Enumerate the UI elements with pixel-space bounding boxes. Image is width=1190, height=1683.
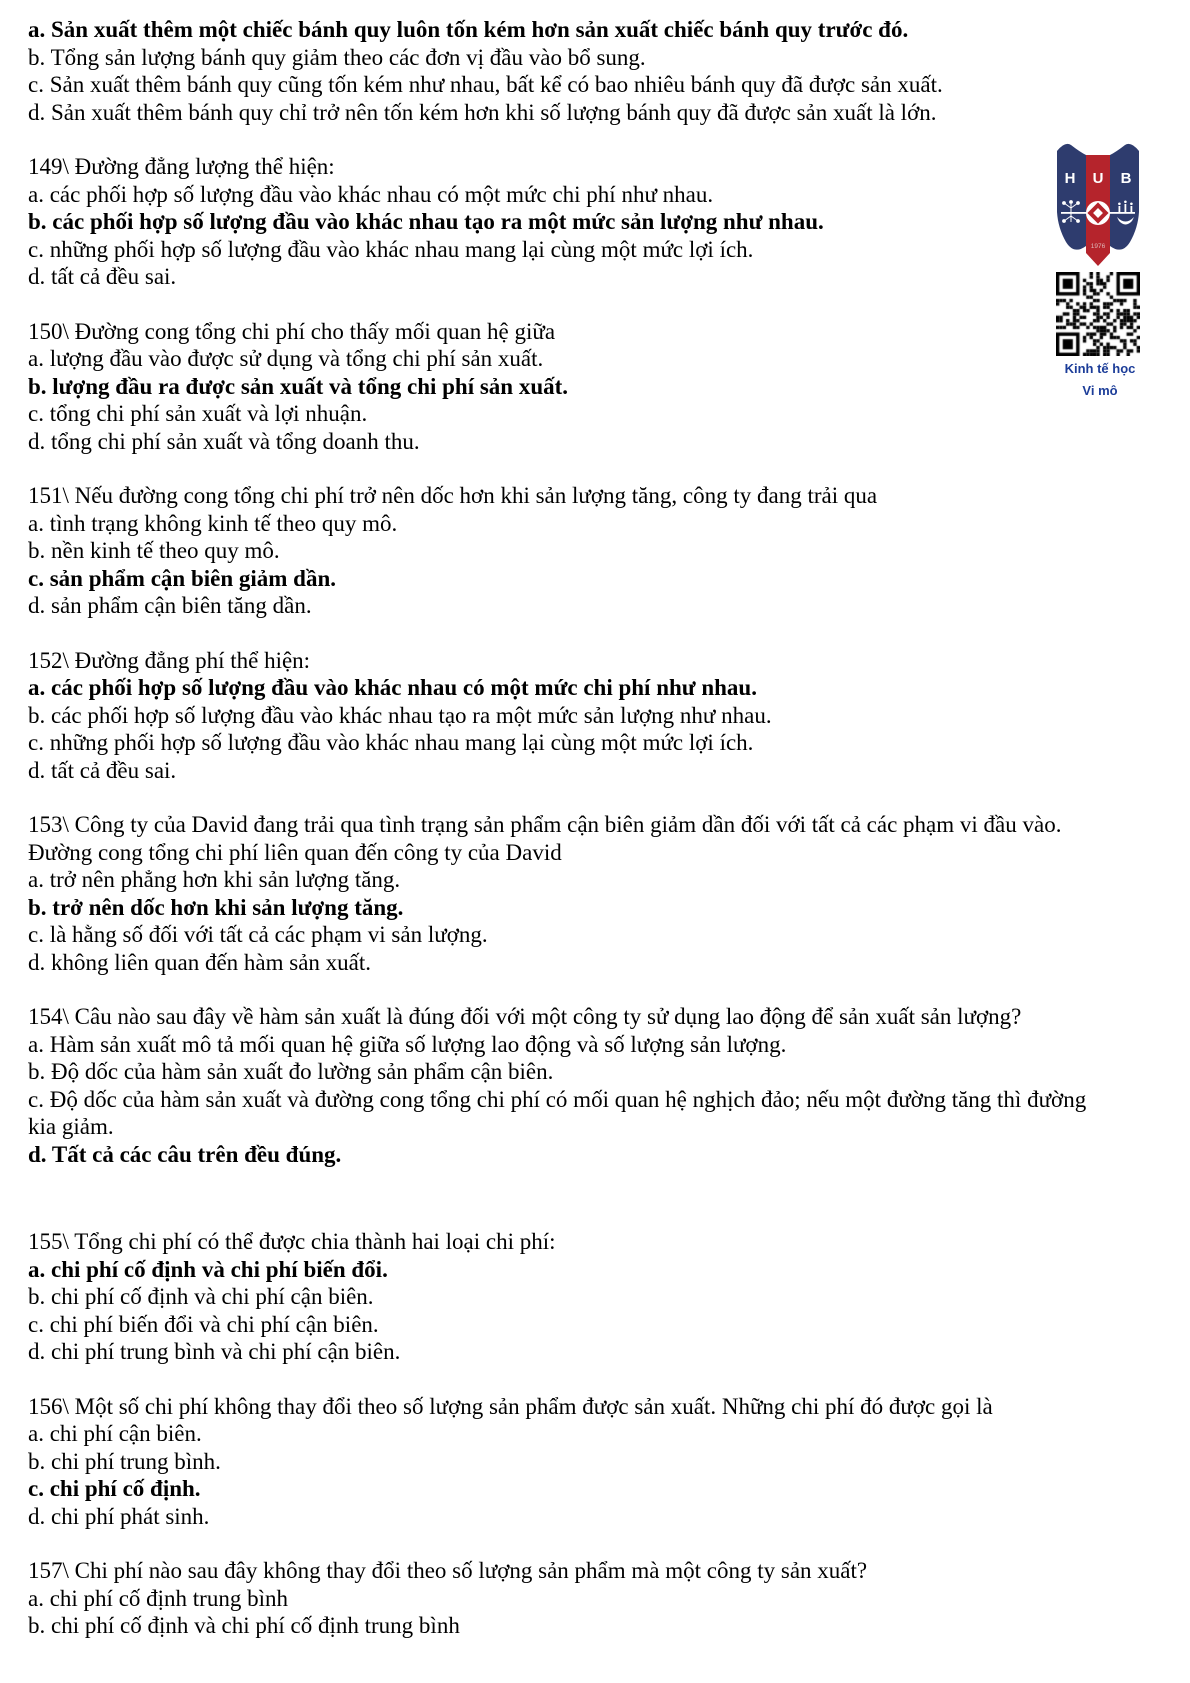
text-line: b. Tổng sản lượng bánh quy giảm theo các đơn vị đầu vào bổ sung.: [28, 44, 646, 70]
text-line: a. Sản xuất thêm một chiếc bánh quy luôn tốn kém hơn sản xuất chiếc bánh quy trước đó.: [28, 17, 909, 42]
shield-logo-icon: [1055, 142, 1141, 268]
text-line: a. chi phí cận biên.: [28, 1421, 202, 1446]
logo-year: 1976: [1090, 243, 1106, 250]
text-line: kia giảm.: [28, 1114, 114, 1139]
text-line: a. lượng đầu vào được sử dụng và tổng chi phí sản xuất.: [28, 346, 544, 371]
text-line: d. sản phẩm cận biên tăng dần.: [28, 593, 312, 618]
text-line: 154\ Câu nào sau đây về hàm sản xuất là đúng đối với một công ty sử dụng lao động để sản xuất sản lượng?: [28, 1004, 1022, 1029]
text-line: 155\ Tổng chi phí có thể được chia thành hai loại chi phí:: [28, 1229, 556, 1254]
text-line: 149\ Đường đẳng lượng thể hiện:: [28, 154, 335, 179]
text-line: d. không liên quan đến hàm sản xuất.: [28, 949, 372, 975]
text-line: a. trở nên phẳng hơn khi sản lượng tăng.: [28, 867, 401, 892]
text-line: 157\ Chi phí nào sau đây không thay đổi theo số lượng sản phẩm mà một công ty sản xuất?: [28, 1558, 868, 1583]
text-line: b. chi phí cố định và chi phí cố định trung bình: [28, 1613, 460, 1638]
text-line: a. các phối hợp số lượng đầu vào khác nhau có một mức chi phí như nhau.: [28, 675, 757, 700]
text-line: c. những phối hợp số lượng đầu vào khác nhau mang lại cùng một mức lợi ích.: [28, 236, 754, 262]
text-line: 152\ Đường đẳng phí thể hiện:: [28, 647, 311, 673]
sidebar-branding: [1040, 140, 1160, 410]
qr-caption: [1040, 358, 1160, 402]
question-149: [28, 153, 1180, 291]
text-line: b. chi phí cố định và chi phí cận biên.: [28, 1284, 374, 1309]
question-157: [28, 1557, 1180, 1640]
text-line: c. chi phí biến đổi và chi phí cận biên.: [28, 1311, 379, 1337]
text-line: 150\ Đường cong tổng chi phí cho thấy mối quan hệ giữa: [28, 318, 556, 344]
text-line: c. là hằng số đối với tất cả các phạm vi sản lượng.: [28, 922, 488, 947]
text-line: d. tổng chi phí sản xuất và tổng doanh thu.: [28, 428, 420, 454]
question-150: [28, 318, 1180, 456]
text-line: c. chi phí cố định.: [28, 1476, 201, 1501]
text-line: a. tình trạng không kinh tế theo quy mô.: [28, 510, 398, 536]
question-155: [28, 1228, 1180, 1366]
text-line: a. chi phí cố định trung bình: [28, 1585, 288, 1611]
text-line: a. chi phí cố định và chi phí biến đổi.: [28, 1256, 388, 1282]
text-line: b. nền kinh tế theo quy mô.: [28, 538, 280, 563]
question-list: [28, 16, 1180, 1667]
text-line: c. Sản xuất thêm bánh quy cũng tốn kém như nhau, bất kể có bao nhiêu bánh quy đã được sản xuất.: [28, 72, 943, 97]
text-line: b. các phối hợp số lượng đầu vào khác nhau tạo ra một mức sản lượng như nhau.: [28, 702, 772, 728]
text-line: 156\ Một số chi phí không thay đổi theo số lượng sản phẩm được sản xuất. Những chi phí đó được gọi là: [28, 1393, 993, 1419]
logo-letter-h: H: [1064, 170, 1076, 187]
qr-code: [1056, 272, 1140, 356]
text-line: c. sản phẩm cận biên giảm dần.: [28, 565, 337, 591]
text-line: c. tổng chi phí sản xuất và lợi nhuận.: [28, 401, 368, 426]
text-line: c. những phối hợp số lượng đầu vào khác nhau mang lại cùng một mức lợi ích.: [28, 730, 754, 755]
text-line: b. chi phí trung bình.: [28, 1448, 221, 1474]
question-156: [28, 1393, 1180, 1531]
text-line: a. các phối hợp số lượng đầu vào khác nhau có một mức chi phí như nhau.: [28, 181, 714, 207]
question-151: [28, 482, 1180, 620]
hub-university-logo: [1055, 142, 1141, 268]
text-line: 153\ Công ty của David đang trải qua tình trạng sản phẩm cận biên giảm dần đối với tất cả các phạm vi đầu vào.: [28, 812, 1062, 837]
qr-caption-line2: Vi mô: [1082, 383, 1118, 398]
text-line: a. Hàm sản xuất mô tả mối quan hệ giữa số lượng lao động và số lượng sản lượng.: [28, 1031, 787, 1057]
text-line: d. chi phí phát sinh.: [28, 1503, 210, 1529]
text-line: c. Độ dốc của hàm sản xuất và đường cong tổng chi phí có mối quan hệ nghịch đảo; nếu một đường tăng thì đường: [28, 1086, 1087, 1112]
text-line: b. trở nên dốc hơn khi sản lượng tăng.: [28, 894, 404, 920]
text-line: d. Tất cả các câu trên đều đúng.: [28, 1141, 342, 1167]
text-line: d. tất cả đều sai.: [28, 757, 177, 783]
text-line: b. lượng đầu ra được sản xuất và tổng chi phí sản xuất.: [28, 373, 569, 399]
logo-letter-b: B: [1120, 170, 1132, 187]
text-line: d. Sản xuất thêm bánh quy chỉ trở nên tốn kém hơn khi số lượng bánh quy đã được sản xuất là lớn.: [28, 99, 937, 125]
text-line: d. tất cả đều sai.: [28, 264, 177, 289]
text-line: Đường cong tổng chi phí liên quan đến công ty của David: [28, 839, 562, 865]
question-148-options: [28, 16, 1180, 126]
question-154: [28, 1003, 1180, 1168]
text-line: 151\ Nếu đường cong tổng chi phí trở nên dốc hơn khi sản lượng tăng, công ty đang trải qua: [28, 483, 878, 508]
qr-caption-line1: Kinh tế học: [1064, 361, 1136, 376]
text-line: d. chi phí trung bình và chi phí cận biên.: [28, 1339, 401, 1364]
question-153: [28, 811, 1180, 976]
logo-letter-u: U: [1092, 170, 1104, 187]
question-152: [28, 647, 1180, 785]
text-line: b. Độ dốc của hàm sản xuất đo lường sản phẩm cận biên.: [28, 1059, 554, 1084]
text-line: b. các phối hợp số lượng đầu vào khác nhau tạo ra một mức sản lượng như nhau.: [28, 209, 824, 234]
